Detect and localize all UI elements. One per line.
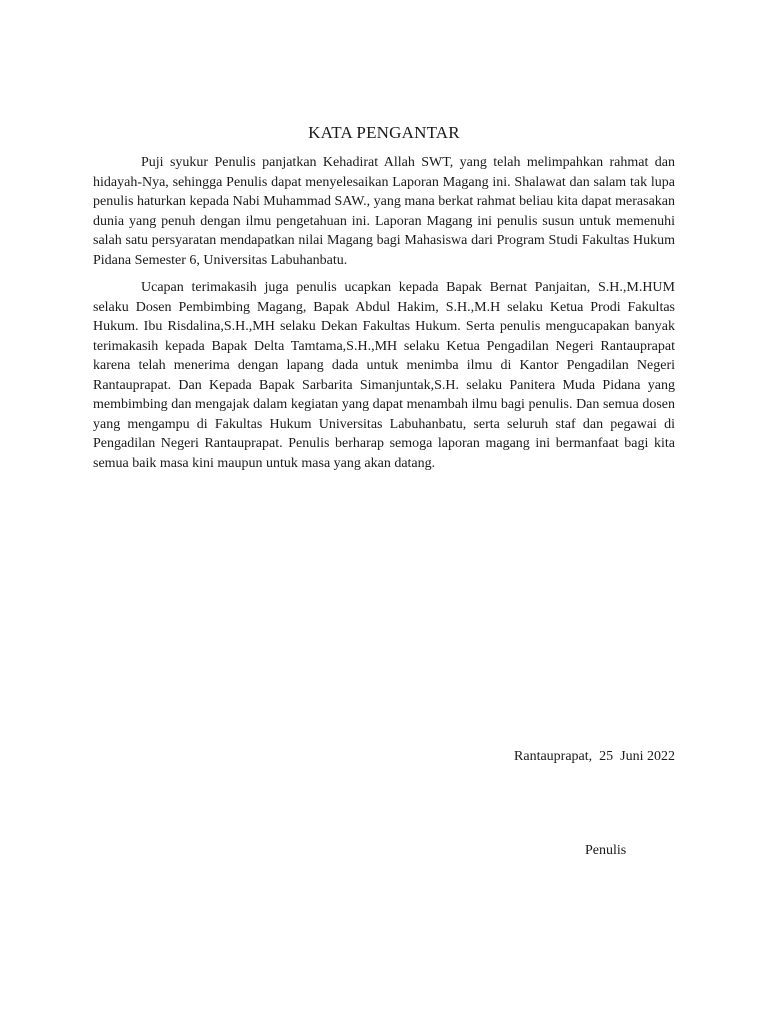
document-body [93, 153, 675, 481]
paragraph-1: Puji syukur Penulis panjatkan Kehadirat Allah SWT, yang telah melimpahkan rahmat dan hidayah-Nya, sehingga Penulis dapat menyelesaikan Laporan Magang ini. Shalawat dan salam tak lupa penulis haturkan kepada Nabi Muhammad SAW., yang mana berkat rahmat beliau kita dapat merasakan dunia yang penuh dengan ilmu pengetahuan ini. Laporan Magang ini penulis susun untuk memenuhi salah satu persyaratan mendapatkan nilai Magang bagi Mahasiswa dari Program Studi Fakultas Hukum Pidana Semester 6, Universitas Labuhanbatu. [93, 155, 675, 268]
paragraph-2: Ucapan terimakasih juga penulis ucapkan kepada Bapak Bernat Panjaitan, S.H.,M.HUM selaku Dosen Pembimbing Magang, Bapak Abdul Hakim, S.H.,M.H selaku Ketua Prodi Fakultas Hukum. Ibu Risdalina,S.H.,MH selaku Dekan Fakultas Hukum. Serta penulis mengucapakan banyak terimakasih kepada Bapak Delta Tamtama,S.H.,MH selaku Ketua Pengadilan Negeri Rantauprapat karena telah menerima dengan lapang dada untuk menimba ilmu di Kantor Pengadilan Negeri Rantauprapat. Dan Kepada Bapak Sarbarita Simanjuntak,S.H. selaku Panitera Muda Pidana yang membimbing dan mengajak dalam kegiatan yang dapat menambah ilmu bagi penulis. Dan semua dosen yang mengampu di Fakultas Hukum Universitas Labuhanbatu, serta seluruh staf dan pegawai di Pengadilan Negeri Rantauprapat. Penulis berharap semoga laporan magang ini bermanfaat bagi kita semua baik masa kini maupun untuk masa yang akan datang. [93, 280, 675, 471]
page-title: KATA PENGANTAR [308, 123, 460, 142]
signature-label: Penulis [585, 843, 627, 858]
place-and-date: Rantauprapat, 25 Juni 2022 [514, 749, 675, 764]
